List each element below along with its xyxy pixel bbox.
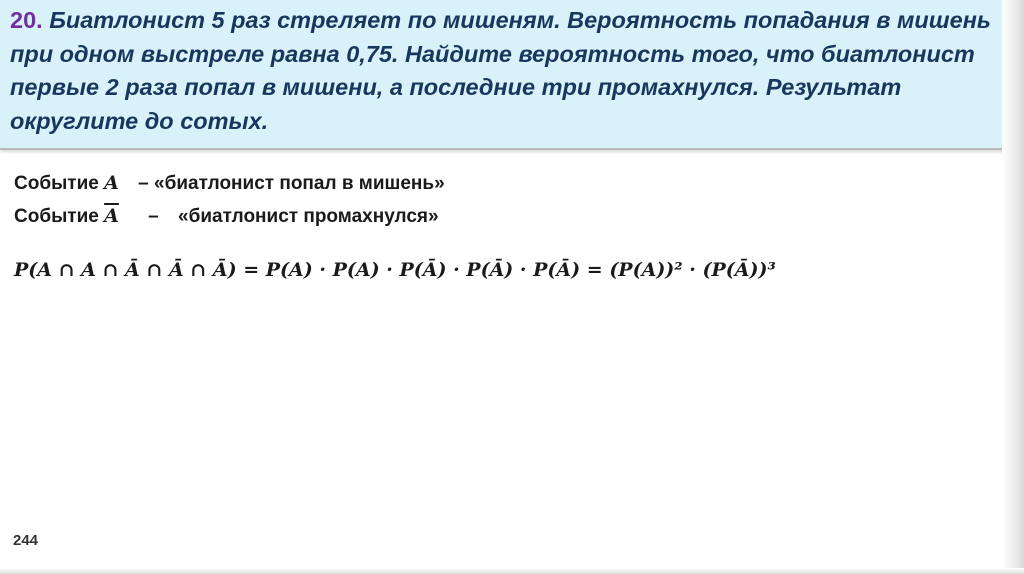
events-block: [14, 167, 994, 233]
event-label: Событие: [14, 173, 99, 194]
formula-middle: P(A) · P(A) · P(Ā) · P(Ā) · P(Ā): [265, 259, 581, 281]
event-description: «биатлонист попал в мишень»: [154, 173, 445, 194]
event-symbol: A: [104, 172, 119, 194]
slide-edge-shadow: [1002, 0, 1024, 574]
problem-text: Биатлонист 5 раз стреляет по мишеням. Вероятность попадания в мишень при одном выстреле равна 0,75. Найдите вероятность того, что биатлонист первые 2 раза попал в мишени, а последние три промахнулся. Результат округлите до сотых.: [10, 7, 991, 134]
event-line-hit: [14, 167, 994, 200]
event-dash: –: [138, 173, 149, 194]
probability-formula: P(A ∩ A ∩ Ā ∩ Ā ∩ Ā) = P(A) · P(A) · P(Ā) · P(Ā) · P(Ā) = (P(A))² · (P(Ā))³: [14, 259, 776, 281]
event-symbol-complement: $\overline{A}$: [104, 205, 119, 227]
problem-number: 20.: [10, 7, 43, 33]
event-label: Событие: [14, 206, 99, 227]
slide-bottom-shadow: [0, 568, 1024, 574]
page-number: 244: [13, 532, 39, 549]
event-description: «биатлонист промахнулся»: [178, 206, 439, 227]
formula-lhs: P(A ∩ A ∩ Ā ∩ Ā ∩ Ā): [14, 259, 237, 281]
problem-box: [0, 0, 1012, 150]
problem-statement: [10, 4, 1000, 138]
formula-rhs: (P(A))² · (P(Ā))³: [609, 259, 776, 281]
event-line-miss: [14, 200, 994, 233]
event-dash: –: [148, 206, 159, 227]
